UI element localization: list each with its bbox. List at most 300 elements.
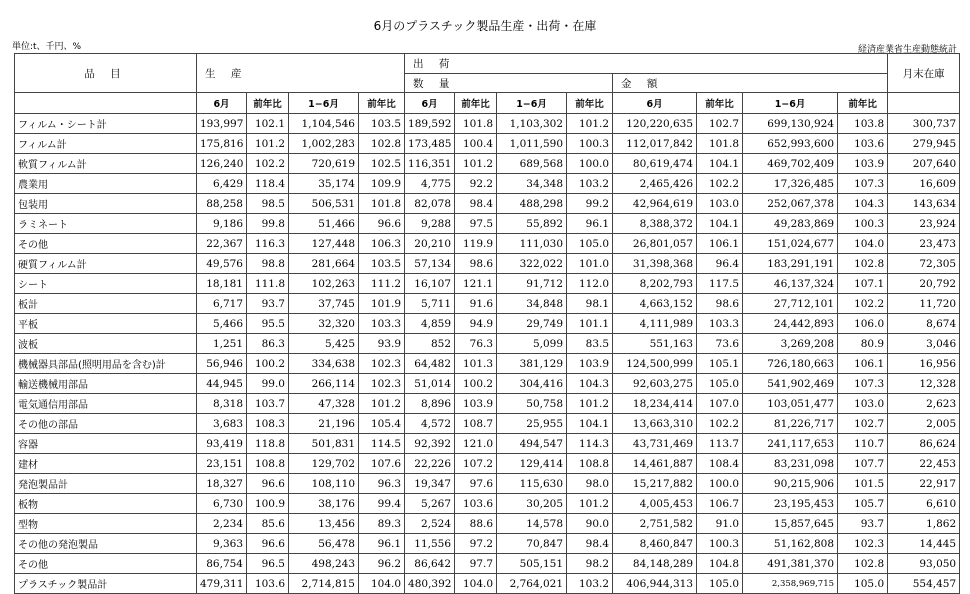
item-subheader-blank xyxy=(15,93,197,114)
table-cell: 9,363 xyxy=(197,534,247,554)
table-cell: 121.0 xyxy=(455,434,497,454)
table-cell: 50,758 xyxy=(497,394,567,414)
table-cell: 92,603,275 xyxy=(613,374,697,394)
table-cell: 96.5 xyxy=(247,554,289,574)
table-cell: 381,129 xyxy=(497,354,567,374)
qty-ytd-yoy-header: 前年比 xyxy=(567,93,613,114)
table-cell: 2,623 xyxy=(888,394,960,414)
prod-yoy-header: 前年比 xyxy=(247,93,289,114)
table-cell: 96.6 xyxy=(247,474,289,494)
table-row xyxy=(15,154,960,174)
table-cell: 6,717 xyxy=(197,294,247,314)
table-cell: 43,731,469 xyxy=(613,434,697,454)
statistics-table xyxy=(14,53,960,594)
table-cell: 117.5 xyxy=(697,274,743,294)
table-cell: 105.7 xyxy=(838,494,888,514)
table-row xyxy=(15,294,960,314)
table-cell: 55,892 xyxy=(497,214,567,234)
table-cell: 101.8 xyxy=(697,134,743,154)
row-label: 平板 xyxy=(15,314,197,334)
table-cell: 37,745 xyxy=(289,294,359,314)
row-label: 農業用 xyxy=(15,174,197,194)
table-cell: 106.0 xyxy=(838,314,888,334)
table-cell: 124,500,999 xyxy=(613,354,697,374)
table-cell: 103.9 xyxy=(567,354,613,374)
table-cell: 25,955 xyxy=(497,414,567,434)
table-cell: 102.2 xyxy=(697,174,743,194)
table-row xyxy=(15,434,960,454)
table-row xyxy=(15,234,960,254)
table-cell: 100.4 xyxy=(455,134,497,154)
table-cell: 102.3 xyxy=(359,374,405,394)
table-cell: 6,429 xyxy=(197,174,247,194)
table-cell: 107.7 xyxy=(838,454,888,474)
table-cell: 104.1 xyxy=(697,154,743,174)
table-cell: 86,642 xyxy=(405,554,455,574)
table-cell: 108.4 xyxy=(697,454,743,474)
table-cell: 100.3 xyxy=(567,134,613,154)
table-row xyxy=(15,334,960,354)
table-cell: 1,002,283 xyxy=(289,134,359,154)
table-cell: 279,945 xyxy=(888,134,960,154)
table-cell: 76.3 xyxy=(455,334,497,354)
table-cell: 281,664 xyxy=(289,254,359,274)
table-cell: 6,730 xyxy=(197,494,247,514)
table-cell: 100.3 xyxy=(697,534,743,554)
table-cell: 107.3 xyxy=(838,374,888,394)
table-cell: 97.6 xyxy=(455,474,497,494)
table-cell: 107.3 xyxy=(838,174,888,194)
table-cell: 101.2 xyxy=(567,494,613,514)
table-cell: 241,117,653 xyxy=(743,434,838,454)
row-label: プラスチック製品計 xyxy=(15,574,197,594)
table-cell: 98.5 xyxy=(247,194,289,214)
table-cell: 26,801,057 xyxy=(613,234,697,254)
table-cell: 720,619 xyxy=(289,154,359,174)
table-cell: 106.7 xyxy=(697,494,743,514)
table-row xyxy=(15,114,960,134)
row-label: ラミネート xyxy=(15,214,197,234)
amt-yoy-header: 前年比 xyxy=(697,93,743,114)
prod-month-header: 6月 xyxy=(197,93,247,114)
table-cell: 104.1 xyxy=(697,214,743,234)
table-cell: 103.8 xyxy=(838,114,888,134)
table-cell: 469,702,409 xyxy=(743,154,838,174)
table-cell: 96.4 xyxy=(697,254,743,274)
table-cell: 14,461,887 xyxy=(613,454,697,474)
table-row xyxy=(15,394,960,414)
qty-yoy-header: 前年比 xyxy=(455,93,497,114)
row-label: 板計 xyxy=(15,294,197,314)
table-cell: 105.0 xyxy=(567,234,613,254)
table-cell: 44,945 xyxy=(197,374,247,394)
table-cell: 101.2 xyxy=(567,394,613,414)
table-cell: 322,022 xyxy=(497,254,567,274)
table-cell: 106.1 xyxy=(838,354,888,374)
table-cell: 80,619,474 xyxy=(613,154,697,174)
table-cell: 51,014 xyxy=(405,374,455,394)
table-cell: 107.0 xyxy=(697,394,743,414)
table-cell: 99.8 xyxy=(247,214,289,234)
table-cell: 88,258 xyxy=(197,194,247,214)
table-cell: 8,460,847 xyxy=(613,534,697,554)
table-cell: 103.6 xyxy=(455,494,497,514)
table-cell: 129,702 xyxy=(289,454,359,474)
table-cell: 554,457 xyxy=(888,574,960,594)
row-label: 容器 xyxy=(15,434,197,454)
table-cell: 104.0 xyxy=(359,574,405,594)
table-cell: 689,568 xyxy=(497,154,567,174)
table-cell: 115,630 xyxy=(497,474,567,494)
table-cell: 38,176 xyxy=(289,494,359,514)
table-cell: 100.0 xyxy=(697,474,743,494)
table-cell: 9,186 xyxy=(197,214,247,234)
table-cell: 17,326,485 xyxy=(743,174,838,194)
table-cell: 108.7 xyxy=(455,414,497,434)
table-cell: 5,466 xyxy=(197,314,247,334)
table-cell: 97.2 xyxy=(455,534,497,554)
table-cell: 104.1 xyxy=(567,414,613,434)
table-cell: 18,181 xyxy=(197,274,247,294)
table-cell: 103.0 xyxy=(838,394,888,414)
table-row xyxy=(15,214,960,234)
table-cell: 252,067,378 xyxy=(743,194,838,214)
table-cell: 491,381,370 xyxy=(743,554,838,574)
table-cell: 30,205 xyxy=(497,494,567,514)
table-cell: 103.5 xyxy=(359,114,405,134)
table-cell: 5,099 xyxy=(497,334,567,354)
row-label: その他 xyxy=(15,554,197,574)
report-title: 6月のプラスチック製品生産・出荷・在庫 xyxy=(373,19,597,33)
table-cell: 101.3 xyxy=(455,354,497,374)
table-cell: 110.7 xyxy=(838,434,888,454)
table-cell: 22,226 xyxy=(405,454,455,474)
table-cell: 104.0 xyxy=(455,574,497,594)
table-cell: 20,210 xyxy=(405,234,455,254)
table-cell: 103.2 xyxy=(567,574,613,594)
table-row xyxy=(15,534,960,554)
table-cell: 498,243 xyxy=(289,554,359,574)
table-cell: 89.3 xyxy=(359,514,405,534)
table-cell: 103.6 xyxy=(247,574,289,594)
table-cell: 1,011,590 xyxy=(497,134,567,154)
table-cell: 96.6 xyxy=(247,534,289,554)
table-cell: 90,215,906 xyxy=(743,474,838,494)
row-label: 機械器具部品(照明用品を含む)計 xyxy=(15,354,197,374)
table-cell: 85.6 xyxy=(247,514,289,534)
table-cell: 114.5 xyxy=(359,434,405,454)
table-cell: 116.3 xyxy=(247,234,289,254)
table-cell: 102.2 xyxy=(697,414,743,434)
table-cell: 14,445 xyxy=(888,534,960,554)
table-cell: 100.3 xyxy=(838,214,888,234)
inventory-subheader-blank xyxy=(888,93,960,114)
table-cell: 8,896 xyxy=(405,394,455,414)
row-label: フィルム・シート計 xyxy=(15,114,197,134)
table-cell: 118.4 xyxy=(247,174,289,194)
table-cell: 35,174 xyxy=(289,174,359,194)
table-cell: 27,712,101 xyxy=(743,294,838,314)
row-label: 建材 xyxy=(15,454,197,474)
table-cell: 104.3 xyxy=(567,374,613,394)
table-cell: 98.0 xyxy=(567,474,613,494)
table-cell: 92.2 xyxy=(455,174,497,194)
table-cell: 304,416 xyxy=(497,374,567,394)
table-cell: 193,997 xyxy=(197,114,247,134)
table-cell: 96.1 xyxy=(359,534,405,554)
table-cell: 98.2 xyxy=(567,554,613,574)
table-cell: 127,448 xyxy=(289,234,359,254)
table-cell: 98.6 xyxy=(697,294,743,314)
table-cell: 93.7 xyxy=(838,514,888,534)
table-cell: 16,107 xyxy=(405,274,455,294)
table-cell: 107.2 xyxy=(455,454,497,474)
inventory-header: 月末在庫 xyxy=(888,54,960,93)
table-cell: 98.1 xyxy=(567,294,613,314)
table-cell: 15,857,645 xyxy=(743,514,838,534)
table-row xyxy=(15,254,960,274)
table-cell: 57,134 xyxy=(405,254,455,274)
table-cell: 479,311 xyxy=(197,574,247,594)
table-cell: 96.3 xyxy=(359,474,405,494)
amt-ytd-yoy-header: 前年比 xyxy=(838,93,888,114)
table-cell: 111,030 xyxy=(497,234,567,254)
table-cell: 114.3 xyxy=(567,434,613,454)
table-body xyxy=(15,114,960,594)
table-cell: 102.2 xyxy=(247,154,289,174)
table-row xyxy=(15,474,960,494)
amt-ytd-header: 1−6月 xyxy=(743,93,838,114)
table-cell: 91.6 xyxy=(455,294,497,314)
table-cell: 101.8 xyxy=(455,114,497,134)
table-cell: 104.8 xyxy=(697,554,743,574)
table-cell: 1,103,302 xyxy=(497,114,567,134)
table-cell: 93.7 xyxy=(247,294,289,314)
table-cell: 2,005 xyxy=(888,414,960,434)
table-cell: 108,110 xyxy=(289,474,359,494)
row-label: シート xyxy=(15,274,197,294)
table-cell: 102,263 xyxy=(289,274,359,294)
unit-note: 単位:t、千円、% xyxy=(12,42,82,52)
qty-month-header: 6月 xyxy=(405,93,455,114)
table-cell: 1,104,546 xyxy=(289,114,359,134)
table-cell: 151,024,677 xyxy=(743,234,838,254)
amt-month-header: 6月 xyxy=(613,93,697,114)
table-cell: 105.0 xyxy=(838,574,888,594)
table-cell: 23,924 xyxy=(888,214,960,234)
table-cell: 5,425 xyxy=(289,334,359,354)
table-cell: 2,524 xyxy=(405,514,455,534)
table-cell: 80.9 xyxy=(838,334,888,354)
table-cell: 103.9 xyxy=(838,154,888,174)
table-cell: 101.2 xyxy=(455,154,497,174)
table-cell: 116,351 xyxy=(405,154,455,174)
prod-ytd-header: 1−6月 xyxy=(289,93,359,114)
table-cell: 111.8 xyxy=(247,274,289,294)
table-cell: 103,051,477 xyxy=(743,394,838,414)
table-cell: 86.3 xyxy=(247,334,289,354)
table-cell: 101.9 xyxy=(359,294,405,314)
table-cell: 72,305 xyxy=(888,254,960,274)
table-cell: 726,180,663 xyxy=(743,354,838,374)
table-cell: 189,592 xyxy=(405,114,455,134)
table-row xyxy=(15,414,960,434)
table-cell: 99.0 xyxy=(247,374,289,394)
table-cell: 104.0 xyxy=(838,234,888,254)
table-cell: 23,195,453 xyxy=(743,494,838,514)
table-cell: 4,005,453 xyxy=(613,494,697,514)
table-cell: 4,775 xyxy=(405,174,455,194)
table-cell: 29,749 xyxy=(497,314,567,334)
table-cell: 8,674 xyxy=(888,314,960,334)
table-cell: 83,231,098 xyxy=(743,454,838,474)
table-cell: 101.2 xyxy=(359,394,405,414)
table-cell: 108.3 xyxy=(247,414,289,434)
table-cell: 107.1 xyxy=(838,274,888,294)
table-cell: 100.2 xyxy=(247,354,289,374)
amount-header: 金 額 xyxy=(613,74,888,93)
table-cell: 2,751,582 xyxy=(613,514,697,534)
production-header: 生 産 xyxy=(197,54,405,93)
table-cell: 3,046 xyxy=(888,334,960,354)
table-cell: 97.5 xyxy=(455,214,497,234)
row-label: フィルム計 xyxy=(15,134,197,154)
table-cell: 501,831 xyxy=(289,434,359,454)
table-cell: 22,367 xyxy=(197,234,247,254)
table-cell: 106.1 xyxy=(697,234,743,254)
table-cell: 102.8 xyxy=(838,254,888,274)
table-cell: 32,320 xyxy=(289,314,359,334)
table-cell: 91,712 xyxy=(497,274,567,294)
table-cell: 56,478 xyxy=(289,534,359,554)
table-cell: 86,624 xyxy=(888,434,960,454)
table-cell: 100.2 xyxy=(455,374,497,394)
table-cell: 92,392 xyxy=(405,434,455,454)
table-cell: 111.2 xyxy=(359,274,405,294)
table-cell: 2,465,426 xyxy=(613,174,697,194)
item-header: 品 目 xyxy=(15,54,197,93)
table-cell: 93.9 xyxy=(359,334,405,354)
table-cell: 98.8 xyxy=(247,254,289,274)
table-cell: 21,196 xyxy=(289,414,359,434)
table-cell: 90.0 xyxy=(567,514,613,534)
table-cell: 12,328 xyxy=(888,374,960,394)
table-cell: 16,956 xyxy=(888,354,960,374)
table-cell: 107.6 xyxy=(359,454,405,474)
table-cell: 96.1 xyxy=(567,214,613,234)
table-cell: 488,298 xyxy=(497,194,567,214)
table-cell: 100.0 xyxy=(567,154,613,174)
table-row xyxy=(15,494,960,514)
table-cell: 93,050 xyxy=(888,554,960,574)
table-cell: 106.3 xyxy=(359,234,405,254)
table-cell: 3,269,208 xyxy=(743,334,838,354)
table-cell: 103.3 xyxy=(359,314,405,334)
table-cell: 95.5 xyxy=(247,314,289,334)
table-cell: 266,114 xyxy=(289,374,359,394)
table-cell: 91.0 xyxy=(697,514,743,534)
table-cell: 103.6 xyxy=(838,134,888,154)
table-cell: 406,944,313 xyxy=(613,574,697,594)
table-cell: 99.2 xyxy=(567,194,613,214)
table-cell: 4,859 xyxy=(405,314,455,334)
table-cell: 103.3 xyxy=(697,314,743,334)
row-label: 包装用 xyxy=(15,194,197,214)
table-cell: 207,640 xyxy=(888,154,960,174)
table-cell: 8,202,793 xyxy=(613,274,697,294)
table-cell: 42,964,619 xyxy=(613,194,697,214)
table-row xyxy=(15,554,960,574)
table-cell: 82,078 xyxy=(405,194,455,214)
table-row xyxy=(15,354,960,374)
table-cell: 98.4 xyxy=(455,194,497,214)
table-cell: 173,485 xyxy=(405,134,455,154)
table-cell: 18,327 xyxy=(197,474,247,494)
table-cell: 2,764,021 xyxy=(497,574,567,594)
table-cell: 102.2 xyxy=(838,294,888,314)
table-cell: 56,946 xyxy=(197,354,247,374)
table-cell: 13,663,310 xyxy=(613,414,697,434)
table-cell: 13,456 xyxy=(289,514,359,534)
table-row xyxy=(15,314,960,334)
table-cell: 102.3 xyxy=(359,354,405,374)
table-cell: 22,917 xyxy=(888,474,960,494)
table-cell: 101.1 xyxy=(567,314,613,334)
row-label: 板物 xyxy=(15,494,197,514)
table-cell: 102.8 xyxy=(838,554,888,574)
table-cell: 3,683 xyxy=(197,414,247,434)
table-cell: 101.5 xyxy=(838,474,888,494)
table-cell: 6,610 xyxy=(888,494,960,514)
table-cell: 480,392 xyxy=(405,574,455,594)
table-cell: 102.7 xyxy=(838,414,888,434)
table-cell: 108.8 xyxy=(567,454,613,474)
table-cell: 8,318 xyxy=(197,394,247,414)
table-cell: 101.2 xyxy=(567,114,613,134)
table-cell: 9,288 xyxy=(405,214,455,234)
table-cell: 113.7 xyxy=(697,434,743,454)
table-cell: 103.0 xyxy=(697,194,743,214)
table-cell: 34,848 xyxy=(497,294,567,314)
table-cell: 129,414 xyxy=(497,454,567,474)
table-cell: 126,240 xyxy=(197,154,247,174)
table-cell: 4,572 xyxy=(405,414,455,434)
row-label: その他の部品 xyxy=(15,414,197,434)
table-cell: 2,714,815 xyxy=(289,574,359,594)
table-cell: 101.8 xyxy=(359,194,405,214)
table-row xyxy=(15,134,960,154)
table-cell: 102.1 xyxy=(247,114,289,134)
table-cell: 46,137,324 xyxy=(743,274,838,294)
table-cell: 98.4 xyxy=(567,534,613,554)
table-cell: 506,531 xyxy=(289,194,359,214)
table-cell: 15,217,882 xyxy=(613,474,697,494)
table-cell: 64,482 xyxy=(405,354,455,374)
table-cell: 34,348 xyxy=(497,174,567,194)
row-label: 型物 xyxy=(15,514,197,534)
table-cell: 14,578 xyxy=(497,514,567,534)
table-cell: 120,220,635 xyxy=(613,114,697,134)
table-cell: 4,663,152 xyxy=(613,294,697,314)
row-label: その他の発泡製品 xyxy=(15,534,197,554)
table-cell: 96.2 xyxy=(359,554,405,574)
table-cell: 541,902,469 xyxy=(743,374,838,394)
row-label: 発泡製品計 xyxy=(15,474,197,494)
table-cell: 18,234,414 xyxy=(613,394,697,414)
table-cell: 102.3 xyxy=(838,534,888,554)
table-cell: 84,148,289 xyxy=(613,554,697,574)
row-label: その他 xyxy=(15,234,197,254)
